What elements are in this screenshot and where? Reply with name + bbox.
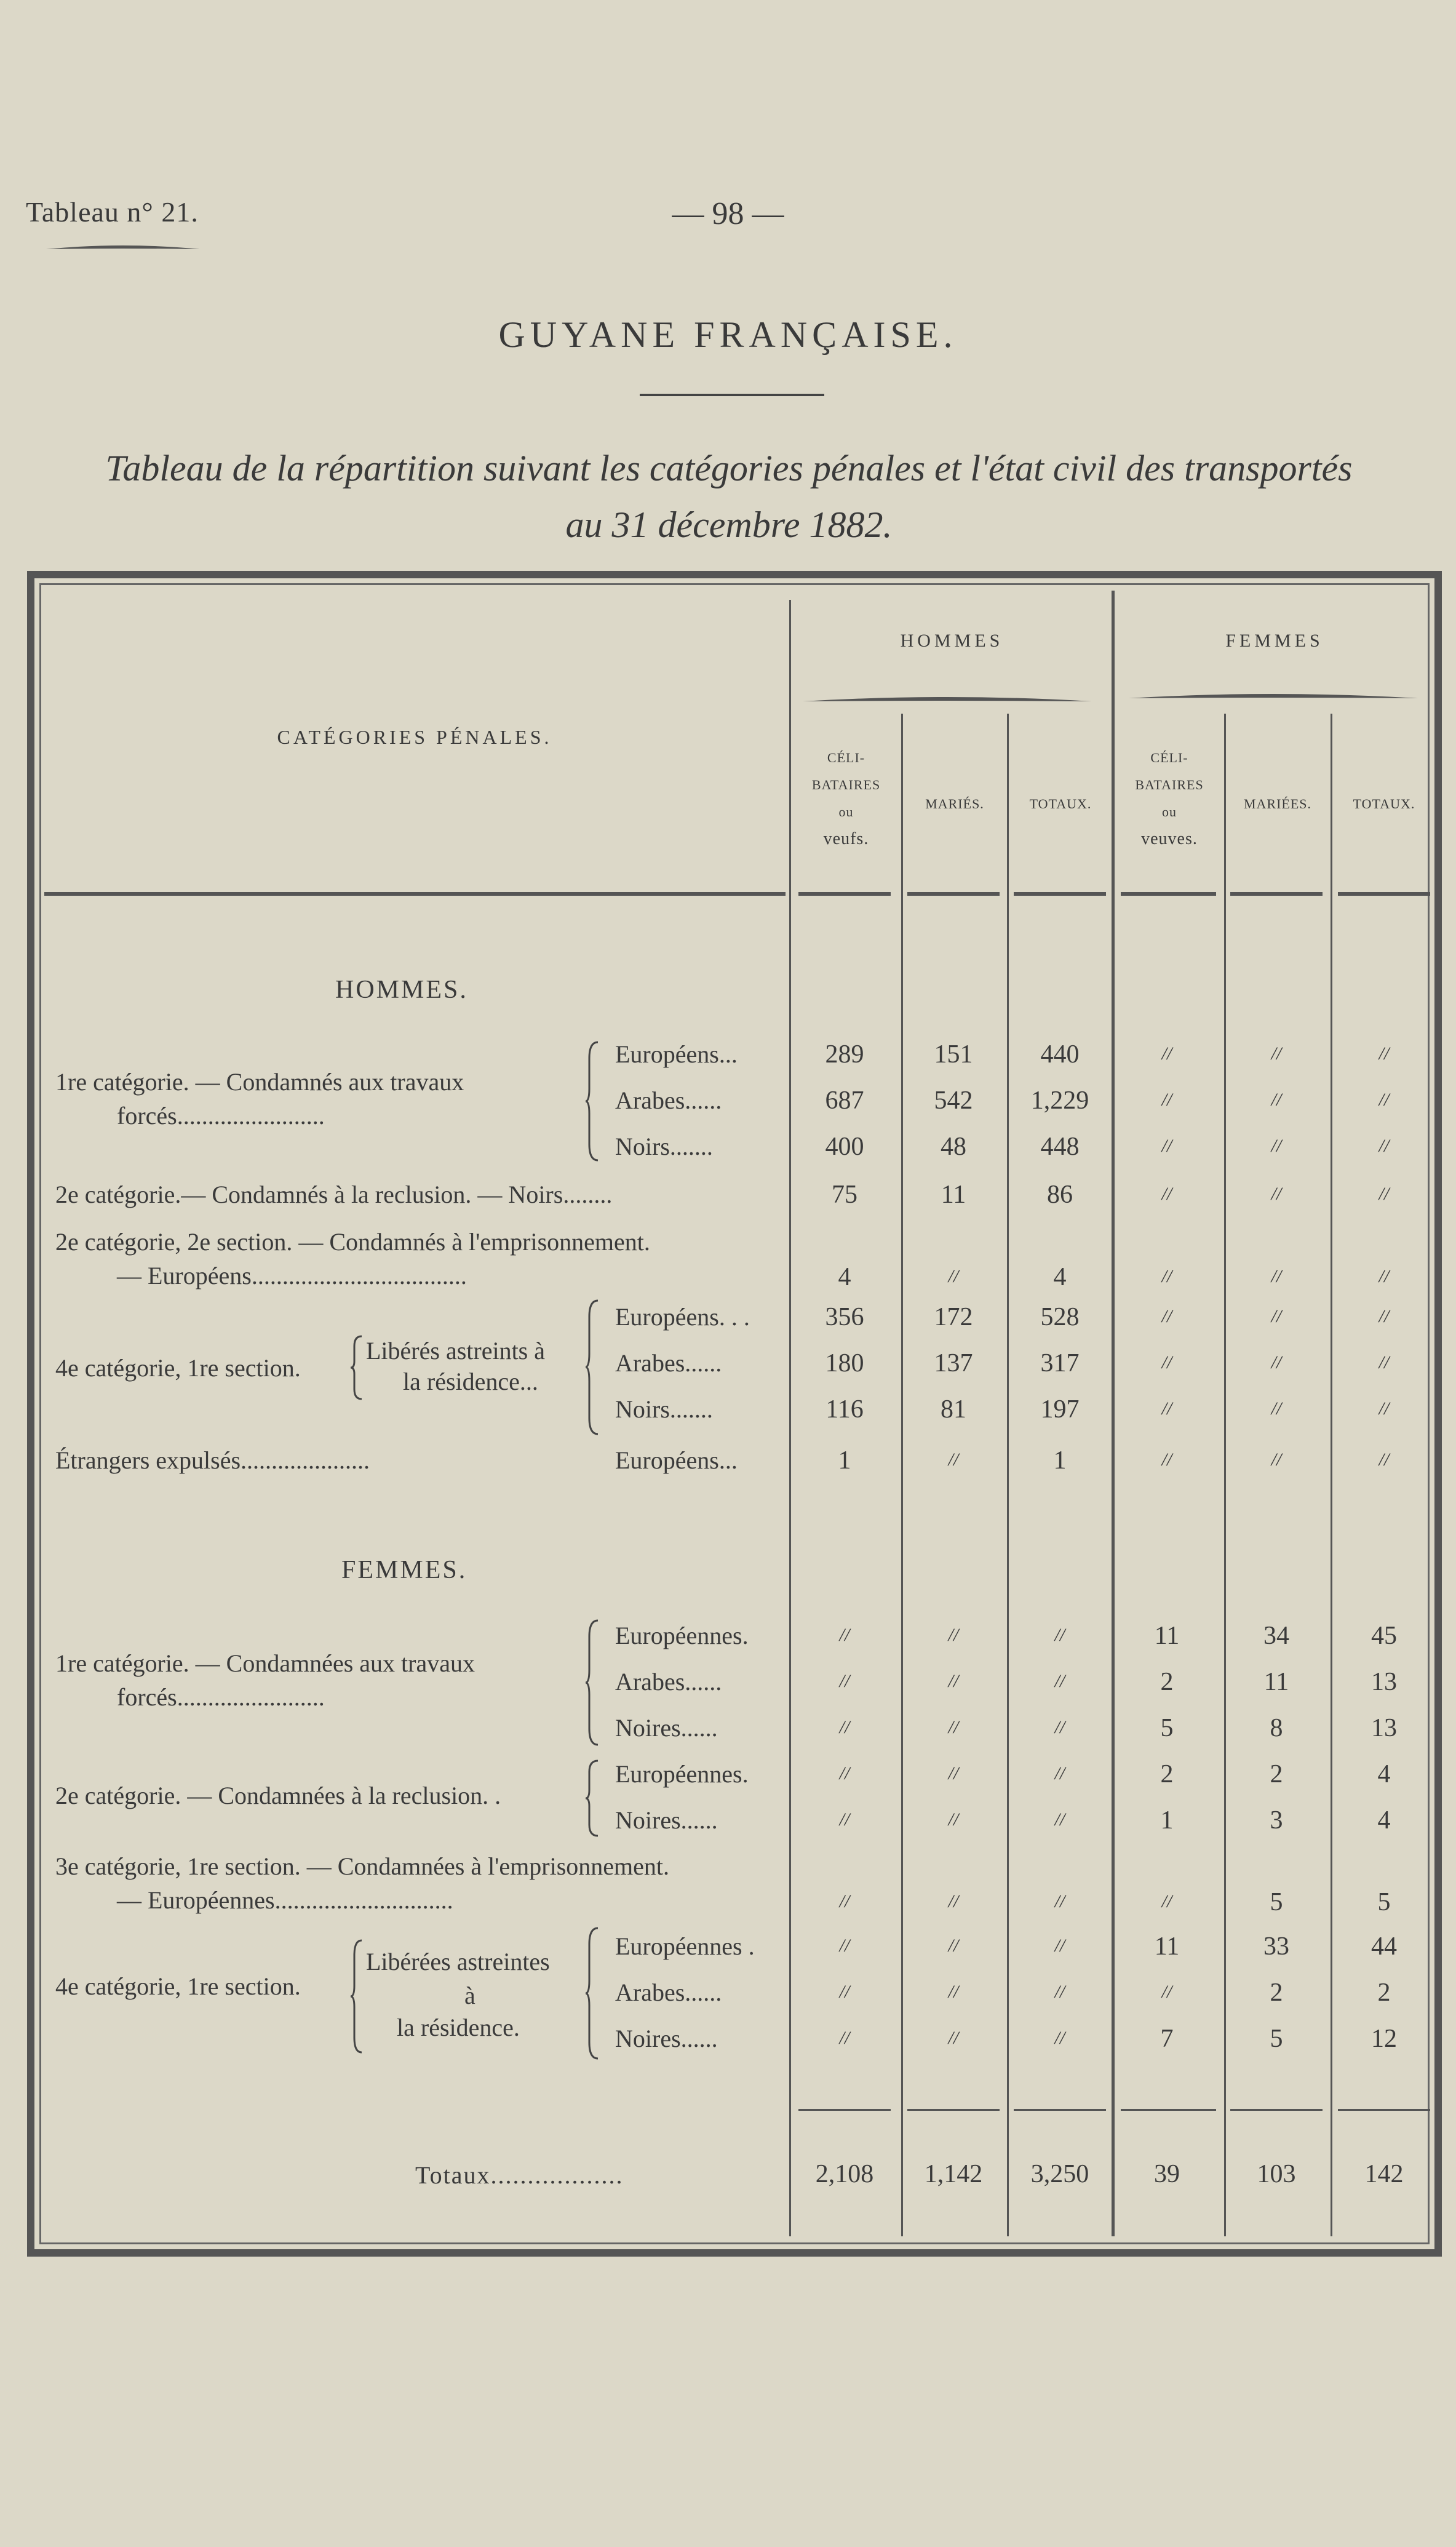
header-rule-c3 (1014, 892, 1106, 896)
table-cell: // (1271, 1352, 1282, 1373)
page-number: — 98 — (672, 196, 784, 231)
label-h4: 4e catégorie, 1re section. (55, 1354, 301, 1382)
table-cell: // (1161, 1043, 1172, 1064)
total-cell: 1,142 (924, 2160, 983, 2188)
table-cell: 448 (1040, 1133, 1080, 1161)
table-cell: // (1054, 1891, 1065, 1911)
table-cell: 45 (1371, 1622, 1397, 1650)
row-origin: Européens... (615, 1040, 738, 1068)
label-f4-sub3: la résidence. (397, 2014, 520, 2041)
totals-rule-c4 (1121, 2109, 1216, 2111)
h-celib-4: veufs. (823, 829, 869, 848)
col-divider-categories (789, 600, 791, 2236)
table-cell: 137 (934, 1349, 973, 1377)
page-title: GUYANE FRANÇAISE. (498, 314, 958, 355)
table-cell: // (1054, 1982, 1065, 2002)
h-celib-1: CÉLI- (827, 750, 865, 765)
total-cell: 2,108 (815, 2160, 874, 2188)
table-cell: 1 (1053, 1446, 1067, 1475)
table-cell: 75 (832, 1181, 857, 1209)
table-cell: // (1161, 1891, 1172, 1911)
table-cell: 8 (1270, 1714, 1283, 1742)
header-femmes: FEMMES (1225, 631, 1324, 651)
row-origin: Arabes...... (615, 1979, 722, 2006)
row-origin: Noirs....... (615, 1133, 713, 1160)
brace-h4-left (349, 1334, 364, 1401)
table-cell: // (839, 1809, 850, 1830)
header-rule-c6 (1338, 892, 1430, 896)
table-cell: // (1161, 1982, 1172, 2002)
total-cell: 3,250 (1030, 2160, 1089, 2188)
femmes-swash (1126, 692, 1421, 704)
table-cell: 4 (1377, 1806, 1391, 1835)
table-cell: 11 (1154, 1932, 1180, 1961)
table-cell: // (839, 1763, 850, 1784)
table-cell: 44 (1371, 1932, 1397, 1961)
table-cell: // (1161, 1306, 1172, 1326)
label-f3-line2: — Européennes............................. (117, 1886, 453, 1914)
table-cell: // (948, 1266, 959, 1286)
h-celib-2: BATAIRES (811, 777, 881, 792)
table-cell: // (1161, 1352, 1172, 1373)
header-rule-c5 (1230, 892, 1323, 896)
table-cell: 5 (1160, 1714, 1174, 1742)
table-cell: // (1054, 1625, 1065, 1645)
label-f4-sub1: Libérées astreintes (366, 1948, 550, 1975)
row-origin: Noires...... (615, 2025, 718, 2052)
table-cell: // (1271, 1043, 1282, 1064)
table-cell: 11 (1154, 1622, 1180, 1650)
table-cell: // (948, 1891, 959, 1911)
table-cell: 5 (1270, 1888, 1283, 1916)
table-cell: 172 (934, 1303, 973, 1331)
table-cell: 5 (1377, 1888, 1391, 1916)
table-cell: // (1161, 1398, 1172, 1419)
row-origin: Européennes. (615, 1760, 749, 1788)
table-cell: 400 (825, 1133, 864, 1161)
hommes-swash (800, 695, 1095, 708)
totals-rule-c5 (1230, 2109, 1323, 2111)
label-f3-line1: 3e catégorie, 1re section. — Condamnées à l'emprisonnement. (55, 1852, 669, 1880)
header-categories: CATÉGORIES PÉNALES. (277, 726, 552, 748)
table-cell: // (839, 1982, 850, 2002)
table-cell: // (1378, 1043, 1390, 1064)
total-cell: 142 (1364, 2160, 1404, 2188)
table-cell: 7 (1160, 2025, 1174, 2053)
label-f4-sub2: à (464, 1982, 475, 2009)
decorative-swash (43, 243, 203, 255)
brace-h4-right (584, 1298, 603, 1437)
table-cell: // (1054, 1935, 1065, 1956)
table-cell: 440 (1040, 1040, 1080, 1069)
table-cell: // (948, 1809, 959, 1830)
header-f-mariees: MARIÉES. (1243, 796, 1312, 811)
table-cell: 13 (1371, 1714, 1397, 1742)
table-cell: 289 (825, 1040, 864, 1069)
total-cell: 39 (1154, 2160, 1180, 2188)
header-rule-c4 (1121, 892, 1216, 896)
brace-f4-right (584, 1926, 603, 2061)
table-cell: 4 (1053, 1263, 1067, 1291)
totals-rule-c1 (798, 2109, 891, 2111)
totals-rule-c6 (1338, 2109, 1430, 2111)
table-cell: // (948, 1671, 959, 1691)
table-cell: // (948, 1449, 959, 1470)
table-cell: 2 (1377, 1979, 1391, 2007)
table-cell: 4 (838, 1263, 851, 1291)
header-h-maries: MARIÉS. (925, 796, 984, 811)
table-cell: 197 (1040, 1395, 1080, 1424)
table-cell: 317 (1040, 1349, 1080, 1377)
table-cell: // (948, 1982, 959, 2002)
table-cell: // (1271, 1398, 1282, 1419)
label-h1-line1: 1re catégorie. — Condamnés aux travaux (55, 1068, 464, 1096)
table-cell: 34 (1263, 1622, 1289, 1650)
f-celib-4: veuves. (1141, 829, 1198, 848)
label-h4-sub1: Libérés astreints à (366, 1337, 545, 1365)
header-f-celibataires (1115, 744, 1224, 853)
table-cell: 1,229 (1030, 1086, 1089, 1115)
table-cell: 2 (1270, 1979, 1283, 2007)
label-f1-line1: 1re catégorie. — Condamnées aux travaux (55, 1649, 475, 1677)
table-cell: // (1161, 1090, 1172, 1110)
col-divider-h1 (901, 714, 903, 2236)
subtitle-line-1: Tableau de la répartition suivant les catégories pénales et l'état civil des transportés (105, 448, 1353, 488)
table-cell: 12 (1371, 2025, 1397, 2053)
table-cell: // (1161, 1266, 1172, 1286)
table-cell: 11 (1263, 1668, 1289, 1696)
brace-f2 (584, 1758, 603, 1838)
table-cell: // (1378, 1449, 1390, 1470)
table-cell: // (948, 1935, 959, 1956)
header-rule-c2 (907, 892, 1000, 896)
table-cell: 11 (941, 1181, 966, 1209)
totals-rule-c2 (907, 2109, 1000, 2111)
table-cell: // (1054, 1717, 1065, 1737)
row-origin: Noirs....... (615, 1395, 713, 1423)
totals-label: Totaux.................. (415, 2161, 624, 2189)
brace-h1 (584, 1040, 603, 1163)
subtitle-line-2: au 31 décembre 1882. (565, 504, 893, 545)
table-cell: // (839, 1891, 850, 1911)
row-origin: Arabes...... (615, 1349, 722, 1377)
table-cell: 528 (1040, 1303, 1080, 1331)
label-h1-line2: forcés........................ (117, 1102, 325, 1130)
table-cell: 2 (1160, 1760, 1174, 1788)
table-cell: // (1054, 1763, 1065, 1784)
table-cell: // (948, 1717, 959, 1737)
table-cell: 48 (941, 1133, 966, 1161)
totals-rule-c3 (1014, 2109, 1106, 2111)
table-cell: // (948, 1625, 959, 1645)
label-h3-line2: — Européens................................... (117, 1262, 467, 1289)
table-cell: 33 (1263, 1932, 1289, 1961)
label-h4-sub2: la résidence... (403, 1368, 538, 1395)
header-h-celibataires (792, 744, 900, 853)
f-celib-2: BATAIRES (1135, 777, 1204, 792)
table-subtitle (62, 440, 1396, 553)
f-celib-1: CÉLI- (1150, 750, 1188, 765)
table-cell: 1 (1160, 1806, 1174, 1835)
label-h3-line1: 2e catégorie, 2e section. — Condamnés à l'emprisonnement. (55, 1228, 650, 1256)
table-cell: // (1271, 1449, 1282, 1470)
col-divider-f1 (1224, 714, 1226, 2236)
title-rule (640, 394, 824, 396)
table-cell: 542 (934, 1086, 973, 1115)
table-cell: // (1054, 1671, 1065, 1691)
table-cell: // (1378, 1136, 1390, 1156)
col-divider-h2 (1007, 714, 1009, 2236)
table-cell: // (839, 1671, 850, 1691)
table-cell: 356 (825, 1303, 864, 1331)
table-cell: // (1378, 1352, 1390, 1373)
table-cell: 13 (1371, 1668, 1397, 1696)
table-cell: // (839, 1935, 850, 1956)
total-cell: 103 (1257, 2160, 1296, 2188)
table-cell: // (839, 2028, 850, 2048)
brace-f4-left (349, 1938, 364, 2055)
table-cell: 86 (1047, 1181, 1073, 1209)
col-divider-f2 (1331, 714, 1332, 2236)
table-cell: // (1161, 1184, 1172, 1204)
row-origin: Européens... (615, 1446, 738, 1474)
table-cell: // (1161, 1136, 1172, 1156)
table-cell: // (1161, 1449, 1172, 1470)
table-cell: 687 (825, 1086, 864, 1115)
header-rule-categories (44, 892, 786, 896)
table-cell: // (1378, 1266, 1390, 1286)
table-cell: // (1378, 1090, 1390, 1110)
table-number: Tableau n° 21. (26, 196, 199, 228)
row-origin: Européennes. (615, 1622, 749, 1649)
brace-f1 (584, 1618, 603, 1747)
row-origin: Arabes...... (615, 1086, 722, 1114)
table-cell: 2 (1160, 1668, 1174, 1696)
table-cell: 3 (1270, 1806, 1283, 1835)
label-f1-line2: forcés........................ (117, 1683, 325, 1711)
header-f-totaux: TOTAUX. (1353, 796, 1415, 811)
table-cell: // (1271, 1090, 1282, 1110)
row-origin: Arabes...... (615, 1668, 722, 1696)
table-cell: // (839, 1717, 850, 1737)
table-cell: // (1378, 1306, 1390, 1326)
label-f2: 2e catégorie. — Condamnées à la reclusion. . (55, 1782, 501, 1809)
header-hommes: HOMMES (900, 631, 1004, 651)
row-origin: Noires...... (615, 1714, 718, 1742)
table-cell: 4 (1377, 1760, 1391, 1788)
label-etrangers: Étrangers expulsés..................... (55, 1446, 370, 1474)
section-hommes: HOMMES. (335, 976, 468, 1004)
row-origin: Européens. . . (615, 1303, 750, 1331)
table-cell: // (1054, 2028, 1065, 2048)
header-rule-c1 (798, 892, 891, 896)
table-cell: 81 (941, 1395, 966, 1424)
table-cell: // (1271, 1136, 1282, 1156)
table-cell: // (948, 1763, 959, 1784)
label-f4: 4e catégorie, 1re section. (55, 1972, 301, 2000)
row-origin: Européennes . (615, 1932, 755, 1960)
table-cell: // (1271, 1184, 1282, 1204)
f-celib-3: ou (1162, 804, 1177, 819)
table-cell: // (1054, 1809, 1065, 1830)
table-cell: 1 (838, 1446, 851, 1475)
row-origin: Noires...... (615, 1806, 718, 1834)
table-cell: // (1378, 1398, 1390, 1419)
table-cell: // (948, 2028, 959, 2048)
h-celib-3: ou (838, 804, 854, 819)
table-cell: 180 (825, 1349, 864, 1377)
table-cell: 151 (934, 1040, 973, 1069)
table-cell: // (1271, 1266, 1282, 1286)
table-cell: // (1271, 1306, 1282, 1326)
table-cell: // (839, 1625, 850, 1645)
table-cell: 2 (1270, 1760, 1283, 1788)
table-cell: 5 (1270, 2025, 1283, 2053)
table-cell: // (1378, 1184, 1390, 1204)
section-femmes: FEMMES. (341, 1556, 467, 1584)
label-h2: 2e catégorie.— Condamnés à la reclusion. — Noirs........ (55, 1181, 613, 1208)
table-cell: 116 (825, 1395, 864, 1424)
header-h-totaux: TOTAUX. (1029, 796, 1092, 811)
